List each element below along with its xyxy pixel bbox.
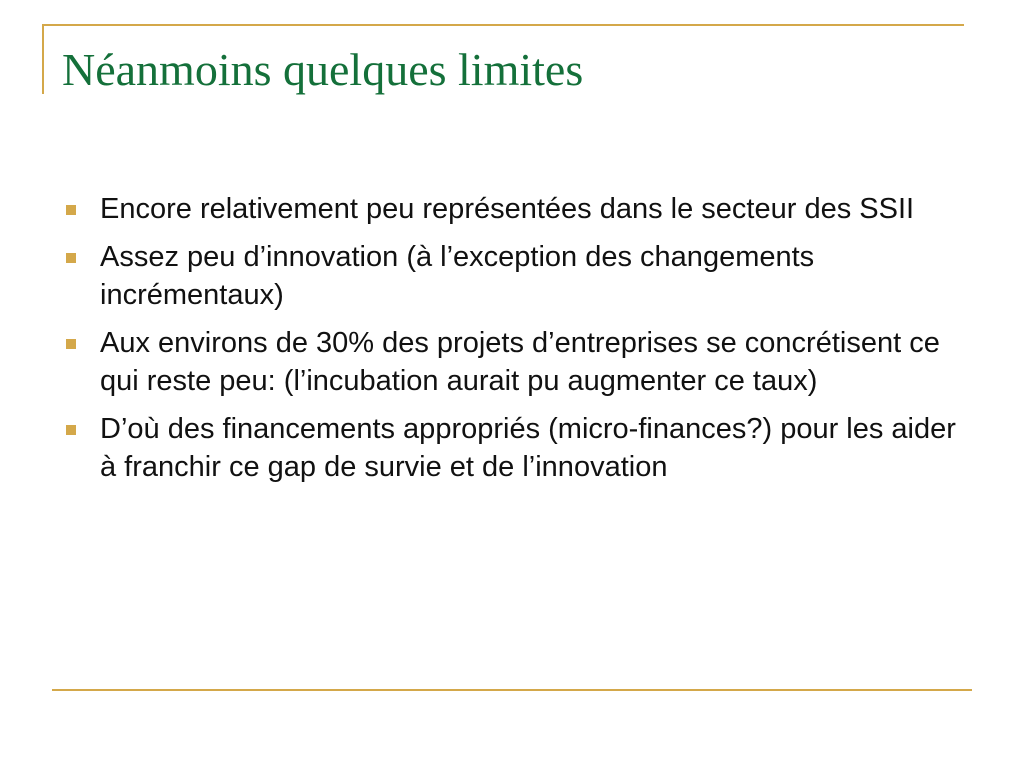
frame-bottom-rule — [52, 689, 972, 691]
frame-top-rule — [42, 24, 964, 26]
bullet-text: D’où des financements appropriés (micro-finances?) pour les aider à franchir ce gap de survie et de l’innovation — [100, 413, 956, 483]
square-bullet-icon — [66, 339, 76, 349]
bullet-item — [66, 410, 966, 486]
slide-title: Néanmoins quelques limites — [62, 44, 584, 95]
square-bullet-icon — [66, 253, 76, 263]
bullet-list — [66, 190, 966, 496]
bullet-text: Assez peu d’innovation (à l’exception des changements incrémentaux) — [100, 241, 815, 311]
bullet-text: Aux environs de 30% des projets d’entreprises se concrétisent ce qui reste peu: (l’incubation aurait pu augmenter ce taux) — [100, 327, 940, 397]
bullet-item — [66, 190, 966, 228]
frame-left-rule — [42, 24, 44, 94]
square-bullet-icon — [66, 425, 76, 435]
square-bullet-icon — [66, 205, 76, 215]
bullet-item — [66, 324, 966, 400]
bullet-text: Encore relativement peu représentées dans le secteur des SSII — [100, 193, 915, 225]
bullet-item — [66, 238, 966, 314]
